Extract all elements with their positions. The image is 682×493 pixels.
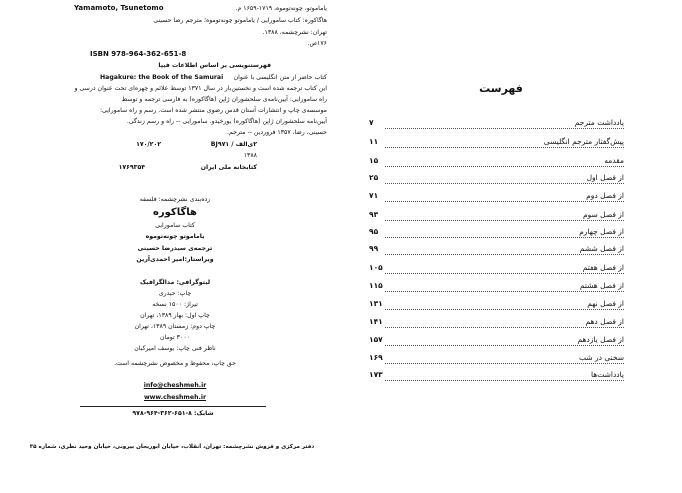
- toc-entry-page: ۱۰۵: [369, 263, 383, 272]
- toc-entry-page: ۷۱: [369, 191, 379, 200]
- toc-entry-page: ۱۱: [369, 137, 379, 146]
- print-supervisor: ناظر فنی چاپ: یوسف امیرکیان: [134, 345, 216, 352]
- book-subtitle: کتاب سامورایی: [155, 222, 195, 229]
- toc-leader: [385, 128, 624, 129]
- toc-entry: [369, 244, 624, 258]
- toc-leader: [385, 147, 624, 148]
- toc-entry-page: ۱۱۵: [369, 281, 383, 290]
- toc-entry: [369, 227, 624, 241]
- publisher-address: دفتر مرکزی و فروش نشرچشمه: تهران، انقلاب، خیابان ابوریحان بیرونی، خیابان وحید نظری، شماره ۳۵: [29, 444, 315, 450]
- toc-entry-page: ۱۳۱: [369, 299, 383, 308]
- rights-notice: حق چاپ، محفوظ و مخصوص نشرچشمه است.: [114, 360, 236, 367]
- toc-entry-title: سخنی در شب: [578, 353, 624, 362]
- lithography: لیتوگرافی: مدالگرافیک: [139, 279, 211, 286]
- printer: چاپ: حیدری: [158, 290, 192, 297]
- toc-leader: [385, 166, 624, 167]
- price: ۳۰۰۰ تومان: [160, 334, 190, 341]
- toc-leader: [385, 237, 624, 238]
- note-line-5: حسینی، رضا، ۱۳۵۷ فروردین -- مترجم.: [226, 129, 327, 136]
- toc-entry: [369, 353, 624, 367]
- toc-entry-title: از فصل هشتم: [579, 281, 624, 290]
- class-code: ۲ی‌الف / BJ۹۷۱: [210, 141, 257, 148]
- toc-leader: [385, 327, 624, 328]
- toc-leader: [385, 309, 624, 310]
- toc-entry: [369, 137, 624, 151]
- toc-entry: [369, 156, 624, 170]
- first-edition: چاپ اول: بهار ۱۳۸۹، تهران: [140, 312, 210, 319]
- toc-leader: [385, 183, 624, 184]
- toc-entry-page: ۱۶۹: [369, 353, 383, 362]
- toc-leader: [385, 363, 624, 364]
- toc-entry-title: از فصل ششم: [579, 244, 624, 253]
- catalog-year: ۱۳۸۸: [243, 152, 257, 159]
- toc-entry-page: ۱۷۳: [369, 370, 383, 379]
- toc-entry: [369, 173, 624, 187]
- toc-leader: [385, 291, 624, 292]
- toc-entry-title: پیش‌گفتار مترجم انگلیسی: [543, 137, 624, 146]
- national-library: کتابخانه ملی ایران: [200, 164, 257, 171]
- class-number: ۱۷۰/۲۰۲: [136, 141, 161, 148]
- title-line: هاگاکوره: کتاب سامورایی / یاماموتو چونه‌توموه؛ مترجم رضا حسینی: [153, 17, 327, 24]
- toc-entry: [369, 191, 624, 205]
- toc-entry-title: از فصل دوم: [586, 191, 624, 200]
- toc-entry: [369, 370, 624, 384]
- toc-leader: [385, 220, 624, 221]
- toc-entry-page: ۱۵۷: [369, 335, 383, 344]
- toc-entry-title: از فصل یازدهم: [577, 335, 624, 344]
- toc-entry-title: از فصل چهارم: [579, 227, 624, 236]
- toc-heading: فهرست: [479, 82, 523, 95]
- pages-line: ۱۷۶ص.: [307, 40, 327, 47]
- note-line-3: موسسه‌ی چاپ و انتشارات آستان قدس رضوی منتشر شده است. رسم و راه سامورایی:: [99, 107, 327, 114]
- author-fa: یاماموتو، چونه‌توموه، ۱۷۱۹-۱۶۵۹ م.: [235, 5, 327, 12]
- toc-entry: [369, 281, 624, 295]
- toc-entry: [369, 210, 624, 224]
- toc-entry: [369, 335, 624, 349]
- toc-entry: [369, 263, 624, 277]
- note-line-4: آیین‌نامه سلحشوران ژاپن (هاگاکوره) یورخیدو. سامورایی -- راه و رسم زندگی.: [126, 118, 327, 125]
- toc-entry-page: ۹۵: [369, 227, 379, 236]
- toc-entry-page: ۱۴۱: [369, 317, 383, 326]
- toc-entry-title: از فصل هفتم: [582, 263, 624, 272]
- toc-entry-title: از فصل اول: [586, 173, 624, 182]
- table-of-contents-page: [341, 0, 682, 493]
- divider-line: [80, 406, 266, 407]
- shabak-number: شابک: ۸-۶۵۱-۳۶۲-۹۶۴-۹۷۸: [132, 410, 214, 417]
- toc-entry-title: از فصل دهم: [585, 317, 624, 326]
- toc-entry-page: ۲۵: [369, 173, 379, 182]
- toc-entry-title: از فصل سوم: [582, 210, 624, 219]
- toc-leader: [385, 273, 624, 274]
- email-address: info@cheshmeh.ir: [143, 382, 207, 389]
- english-title: Hagakure: the Book of the Samurai: [100, 74, 224, 81]
- toc-entry-title: یادداشت مترجم: [574, 118, 624, 127]
- toc-leader: [385, 254, 624, 255]
- author-latin: Yamamoto, Tsunetomo: [74, 4, 164, 12]
- toc-entry-title: مقدمه: [604, 156, 624, 165]
- toc-entry-title: از فصل نهم: [587, 299, 624, 308]
- toc-entry-page: ۱۵: [369, 156, 379, 165]
- publish-line: تهران: نشرچشمه، ۱۳۸۸.: [262, 29, 327, 36]
- isbn: ISBN 978-964-362-651-8: [90, 50, 187, 58]
- toc-leader: [385, 201, 624, 202]
- toc-entry-page: ۹۳: [369, 210, 379, 219]
- library-number: ۱۷۶۹۳۵۴: [118, 164, 145, 171]
- editor: ویراستار:امیر احمدی‌آرین: [136, 256, 214, 263]
- toc-entry: [369, 317, 624, 331]
- book-title: هاگاکوره: [152, 207, 197, 218]
- toc-entry-page: ۷: [369, 118, 374, 127]
- note-line-0: کتاب حاضر از متن انگلیسی با عنوان: [233, 74, 327, 81]
- series-label: رده‌بندی نشرچشمه: فلسفه: [139, 196, 211, 203]
- fipa-label: فهرستنویسی بر اساس اطلاعات فیپا: [158, 62, 271, 69]
- toc-entry: [369, 299, 624, 313]
- note-line-1: این کتاب ترجمه شده است و نخستین‌بار در سال ۱۳۷۱ توسط علائم و چهره‌ای تحت عنوان درسی و: [74, 85, 327, 92]
- print-run: تیراژ: ۱۵۰۰ نسخه: [152, 301, 198, 308]
- translator: ترجمه‌ی سیدرضا حسینی: [137, 245, 213, 252]
- note-line-2: راه سامورایی: آیین‌نامه‌ی سلحشوران ژاپن (هاگاکوره) به فارسی ترجمه و توسط: [121, 96, 327, 103]
- toc-leader: [385, 380, 624, 381]
- toc-leader: [385, 345, 624, 346]
- toc-entry-page: ۹۹: [369, 244, 379, 253]
- toc-entry: [369, 118, 624, 132]
- toc-entry-title: یادداشت‌ها: [590, 370, 624, 379]
- second-edition: چاپ دوم: زمستان ۱۳۸۹، تهران: [134, 323, 216, 330]
- website-address: www.cheshmeh.ir: [143, 394, 207, 401]
- book-author: یاماموتو چونه‌توموه: [145, 233, 205, 240]
